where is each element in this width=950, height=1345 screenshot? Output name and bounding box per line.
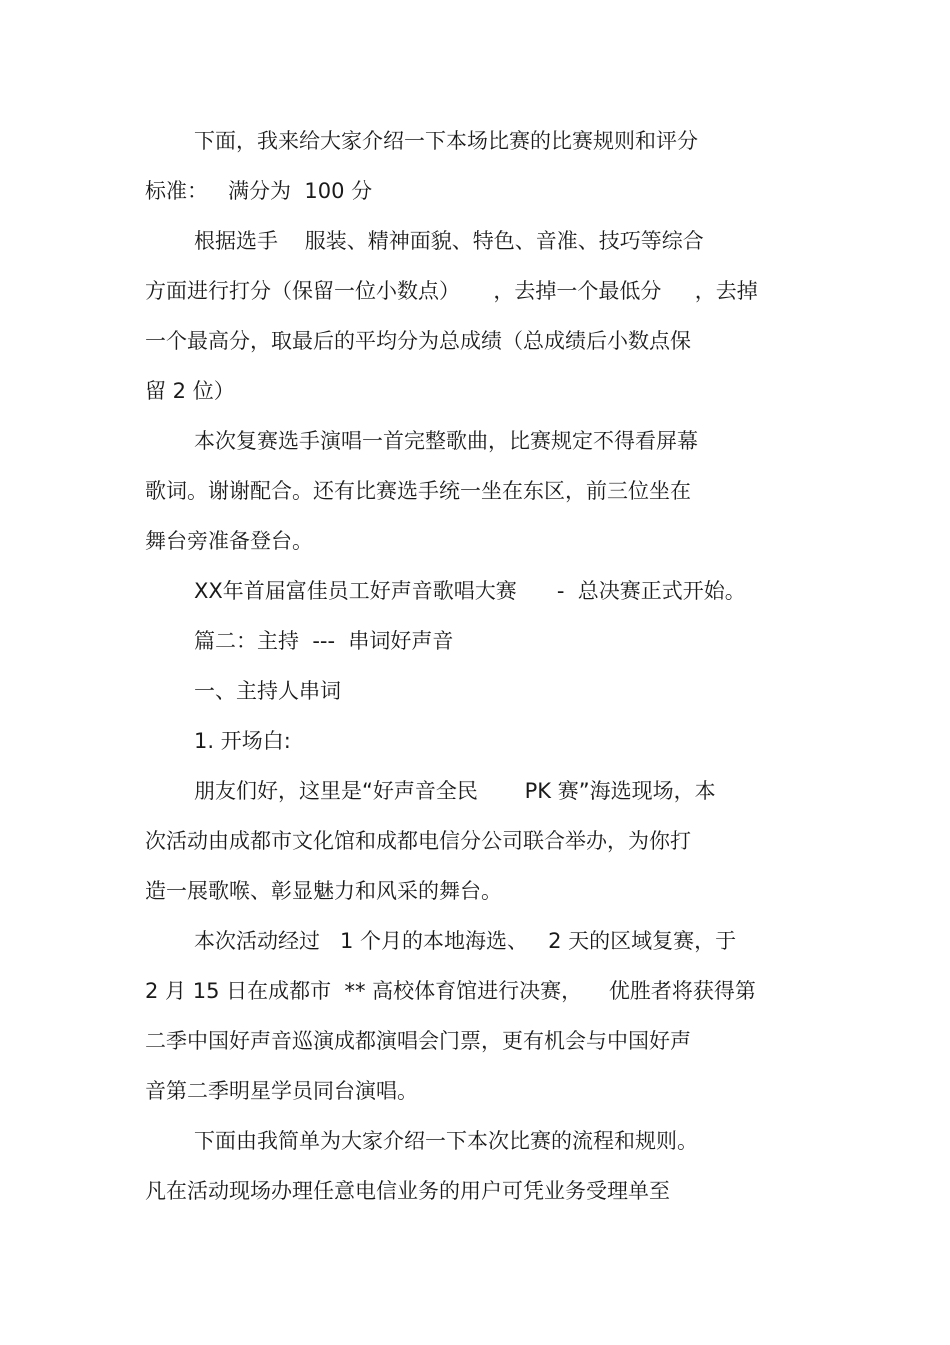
text-line: 凡在活动现场办理任意电信业务的用户可凭业务受理单至 bbox=[145, 1179, 670, 1203]
text-line: 2 月 15 日在成都市 ** 高校体育馆进行决赛， 优胜者将获得第 bbox=[145, 979, 756, 1003]
text-line: 留 2 位） bbox=[145, 379, 235, 403]
text-line: XX年首届富佳员工好声音歌唱大赛 - 总决赛正式开始。 bbox=[194, 579, 746, 603]
text-line: 歌词。谢谢配合。还有比赛选手统一坐在东区，前三位坐在 bbox=[145, 479, 691, 503]
text-line: 音第二季明星学员同台演唱。 bbox=[145, 1079, 418, 1103]
text-line: 一个最高分，取最后的平均分为总成绩（总成绩后小数点保 bbox=[145, 329, 691, 353]
text-line: 本次复赛选手演唱一首完整歌曲，比赛规定不得看屏幕 bbox=[194, 429, 698, 453]
section-heading: 一、主持人串词 bbox=[194, 679, 341, 703]
text-line: 方面进行打分（保留一位小数点） ，去掉一个最低分 ，去掉 bbox=[145, 279, 758, 303]
text-line: 次活动由成都市文化馆和成都电信分公司联合举办，为你打 bbox=[145, 829, 691, 853]
section-heading: 篇二：主持 --- 串词好声音 bbox=[194, 629, 454, 653]
text-line: 根据选手 服装、精神面貌、特色、音准、技巧等综合 bbox=[194, 229, 704, 253]
text-line: 造一展歌喉、彰显魅力和风采的舞台。 bbox=[145, 879, 502, 903]
text-line: 下面，我来给大家介绍一下本场比赛的比赛规则和评分 bbox=[194, 129, 698, 153]
section-heading: 1. 开场白: bbox=[194, 729, 291, 753]
text-line: 二季中国好声音巡演成都演唱会门票，更有机会与中国好声 bbox=[145, 1029, 691, 1053]
text-line: 标准： 满分为 100 分 bbox=[145, 179, 373, 203]
text-line: 本次活动经过 1 个月的本地海选、 2 天的区域复赛，于 bbox=[194, 929, 737, 953]
text-line: 朋友们好，这里是“好声音全民 PK 赛”海选现场，本 bbox=[194, 779, 716, 803]
text-line: 舞台旁准备登台。 bbox=[145, 529, 313, 553]
text-line: 下面由我简单为大家介绍一下本次比赛的流程和规则。 bbox=[194, 1129, 698, 1153]
